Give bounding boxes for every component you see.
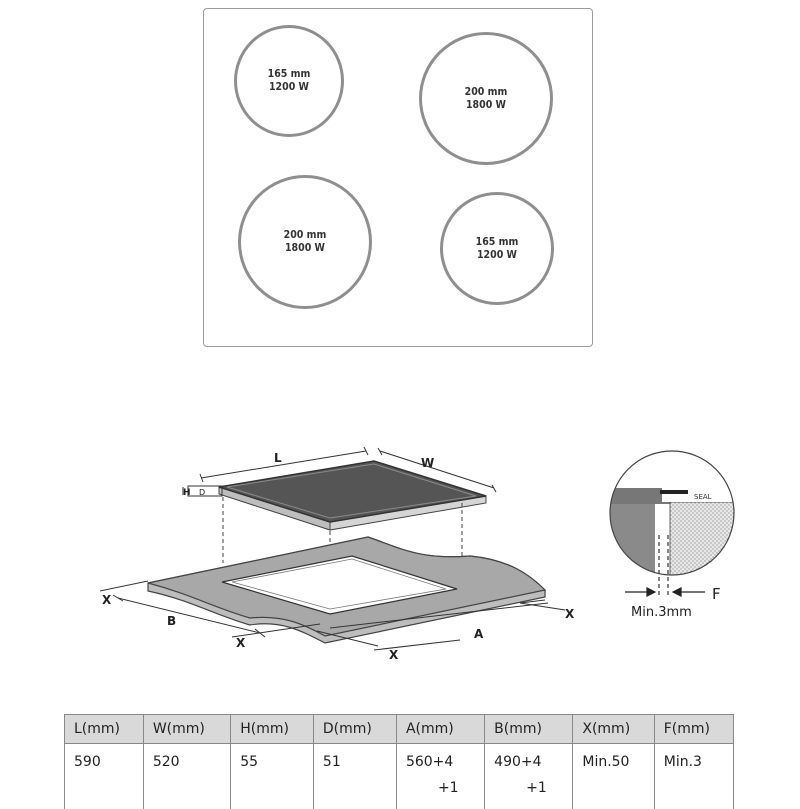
burner-front-left [238,175,372,309]
hob-3d-illustration [219,461,486,530]
header-H: H(mm) [231,715,314,744]
header-A: A(mm) [396,715,484,744]
value-F: Min.3 [654,744,733,809]
dim-label-W: W [421,456,434,470]
installation-diagram [0,420,800,670]
dimension-table [64,714,734,809]
burner-size: 165 mm [476,236,519,249]
dim-label-A: A [474,627,484,641]
value-H: 55 [231,744,314,809]
tolerance-A: +1 [406,775,484,801]
header-F: F(mm) [654,715,733,744]
dim-label-X-front-right: X [389,648,399,662]
worktop-illustration [148,537,545,643]
value-L: 590 [65,744,144,809]
value-W: 520 [143,744,230,809]
value-A: 560+4 +1 [396,744,484,809]
seal-detail-view [600,451,740,596]
dim-label-X-front-left: X [236,636,246,650]
dim-label-X-left: X [102,593,112,607]
burner-size: 200 mm [284,229,327,242]
min-gap-label: Min.3mm [631,605,692,620]
burner-front-right [440,192,554,305]
table-row [65,744,734,809]
value-X: Min.50 [573,744,654,809]
dim-label-F: F [712,585,721,603]
table-header-row [65,715,734,744]
header-W: W(mm) [143,715,230,744]
header-X: X(mm) [573,715,654,744]
value-D: 51 [313,744,396,809]
dim-label-L: L [274,451,282,465]
dim-label-X-right: X [565,607,575,621]
burner-rear-left [234,25,344,137]
header-B: B(mm) [485,715,573,744]
burner-size: 200 mm [465,86,508,99]
burner-rear-right [419,32,553,165]
dim-label-D: D [199,488,205,497]
burner-size: 165 mm [268,68,311,81]
hob-top-view [203,8,593,347]
value-B: 490+4 +1 [485,744,573,809]
burner-power: 1200 W [477,249,517,262]
burner-power: 1800 W [466,99,506,112]
seal-label: SEAL [694,493,712,501]
burner-power: 1200 W [269,81,309,94]
burner-power: 1800 W [285,242,325,255]
tolerance-B: +1 [494,775,572,801]
header-D: D(mm) [313,715,396,744]
header-L: L(mm) [65,715,144,744]
dim-label-H: H [183,488,191,498]
dim-label-B: B [167,614,176,628]
